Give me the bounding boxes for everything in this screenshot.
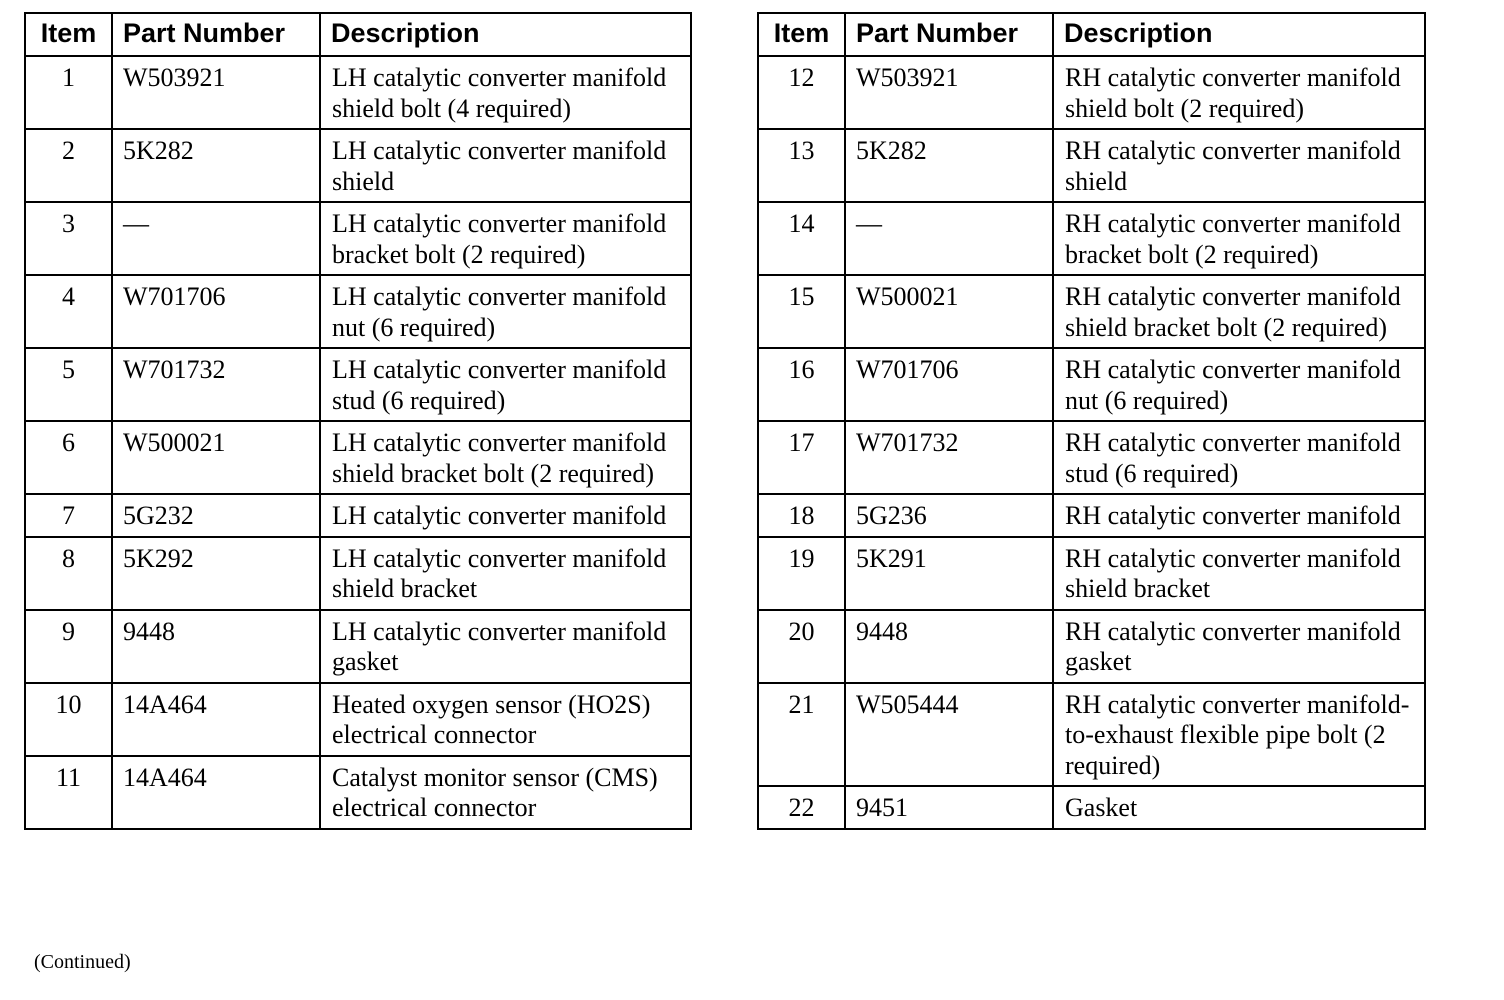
description-cell: LH catalytic converter manifold nut (6 required) (320, 275, 691, 348)
item-number-cell: 21 (758, 683, 845, 787)
description-cell: LH catalytic converter manifold shield bolt (4 required) (320, 56, 691, 129)
table-row (25, 494, 691, 537)
column-header-part-number: Part Number (845, 13, 1053, 56)
description-cell: LH catalytic converter manifold (320, 494, 691, 537)
part-number-cell: 14A464 (112, 683, 320, 756)
part-number-cell: W701732 (112, 348, 320, 421)
table-header-row (25, 13, 691, 56)
table-row (758, 202, 1425, 275)
item-number-cell: 17 (758, 421, 845, 494)
item-number-cell: 14 (758, 202, 845, 275)
table-row (758, 129, 1425, 202)
table-row (25, 610, 691, 683)
table-row (758, 348, 1425, 421)
table-row (25, 537, 691, 610)
table-row (758, 494, 1425, 537)
description-cell: LH catalytic converter manifold stud (6 required) (320, 348, 691, 421)
description-cell: RH catalytic converter manifold shield bolt (2 required) (1053, 56, 1425, 129)
item-number-cell: 1 (25, 56, 112, 129)
item-number-cell: 16 (758, 348, 845, 421)
description-cell: RH catalytic converter manifold-to-exhaust flexible pipe bolt (2 required) (1053, 683, 1425, 787)
item-number-cell: 11 (25, 756, 112, 829)
table-header-row (758, 13, 1425, 56)
description-cell: RH catalytic converter manifold gasket (1053, 610, 1425, 683)
part-number-cell: W505444 (845, 683, 1053, 787)
table-row (758, 275, 1425, 348)
item-number-cell: 20 (758, 610, 845, 683)
item-number-cell: 5 (25, 348, 112, 421)
item-number-cell: 15 (758, 275, 845, 348)
table-row (25, 202, 691, 275)
column-header-description: Description (320, 13, 691, 56)
description-cell: LH catalytic converter manifold shield bracket bolt (2 required) (320, 421, 691, 494)
table-row (758, 610, 1425, 683)
column-header-item: Item (758, 13, 845, 56)
table-row (758, 786, 1425, 829)
parts-table-left (24, 12, 692, 830)
column-header-part-number: Part Number (112, 13, 320, 56)
part-number-cell: — (845, 202, 1053, 275)
part-number-cell: W503921 (845, 56, 1053, 129)
description-cell: LH catalytic converter manifold shield (320, 129, 691, 202)
continued-note: (Continued) (34, 951, 131, 973)
description-cell: RH catalytic converter manifold shield bracket bolt (2 required) (1053, 275, 1425, 348)
description-cell: Gasket (1053, 786, 1425, 829)
description-cell: Heated oxygen sensor (HO2S) electrical connector (320, 683, 691, 756)
table-row (25, 129, 691, 202)
part-number-cell: W701732 (845, 421, 1053, 494)
item-number-cell: 12 (758, 56, 845, 129)
item-number-cell: 8 (25, 537, 112, 610)
item-number-cell: 9 (25, 610, 112, 683)
description-cell: RH catalytic converter manifold bracket bolt (2 required) (1053, 202, 1425, 275)
item-number-cell: 7 (25, 494, 112, 537)
part-number-cell: W500021 (112, 421, 320, 494)
column-header-item: Item (25, 13, 112, 56)
column-header-description: Description (1053, 13, 1425, 56)
part-number-cell: 5K282 (845, 129, 1053, 202)
description-cell: LH catalytic converter manifold gasket (320, 610, 691, 683)
item-number-cell: 18 (758, 494, 845, 537)
description-cell: RH catalytic converter manifold (1053, 494, 1425, 537)
part-number-cell: 14A464 (112, 756, 320, 829)
table-row (758, 421, 1425, 494)
item-number-cell: 10 (25, 683, 112, 756)
table-row (25, 275, 691, 348)
description-cell: Catalyst monitor sensor (CMS) electrical connector (320, 756, 691, 829)
part-number-cell: 9448 (845, 610, 1053, 683)
part-number-cell: — (112, 202, 320, 275)
part-number-cell: 9448 (112, 610, 320, 683)
table-row (25, 756, 691, 829)
item-number-cell: 22 (758, 786, 845, 829)
part-number-cell: 5K282 (112, 129, 320, 202)
part-number-cell: 5K292 (112, 537, 320, 610)
description-cell: LH catalytic converter manifold bracket bolt (2 required) (320, 202, 691, 275)
item-number-cell: 4 (25, 275, 112, 348)
part-number-cell: 5K291 (845, 537, 1053, 610)
parts-table-right (757, 12, 1426, 830)
item-number-cell: 19 (758, 537, 845, 610)
item-number-cell: 6 (25, 421, 112, 494)
part-number-cell: W500021 (845, 275, 1053, 348)
table-row (758, 683, 1425, 787)
description-cell: RH catalytic converter manifold nut (6 required) (1053, 348, 1425, 421)
table-row (25, 683, 691, 756)
table-row (25, 348, 691, 421)
table-row (25, 421, 691, 494)
description-cell: RH catalytic converter manifold shield (1053, 129, 1425, 202)
table-row (25, 56, 691, 129)
part-number-cell: W503921 (112, 56, 320, 129)
part-number-cell: W701706 (112, 275, 320, 348)
part-number-cell: 9451 (845, 786, 1053, 829)
description-cell: RH catalytic converter manifold shield bracket (1053, 537, 1425, 610)
item-number-cell: 13 (758, 129, 845, 202)
description-cell: LH catalytic converter manifold shield bracket (320, 537, 691, 610)
item-number-cell: 2 (25, 129, 112, 202)
table-row (758, 56, 1425, 129)
item-number-cell: 3 (25, 202, 112, 275)
table-row (758, 537, 1425, 610)
description-cell: RH catalytic converter manifold stud (6 required) (1053, 421, 1425, 494)
part-number-cell: W701706 (845, 348, 1053, 421)
part-number-cell: 5G236 (845, 494, 1053, 537)
part-number-cell: 5G232 (112, 494, 320, 537)
